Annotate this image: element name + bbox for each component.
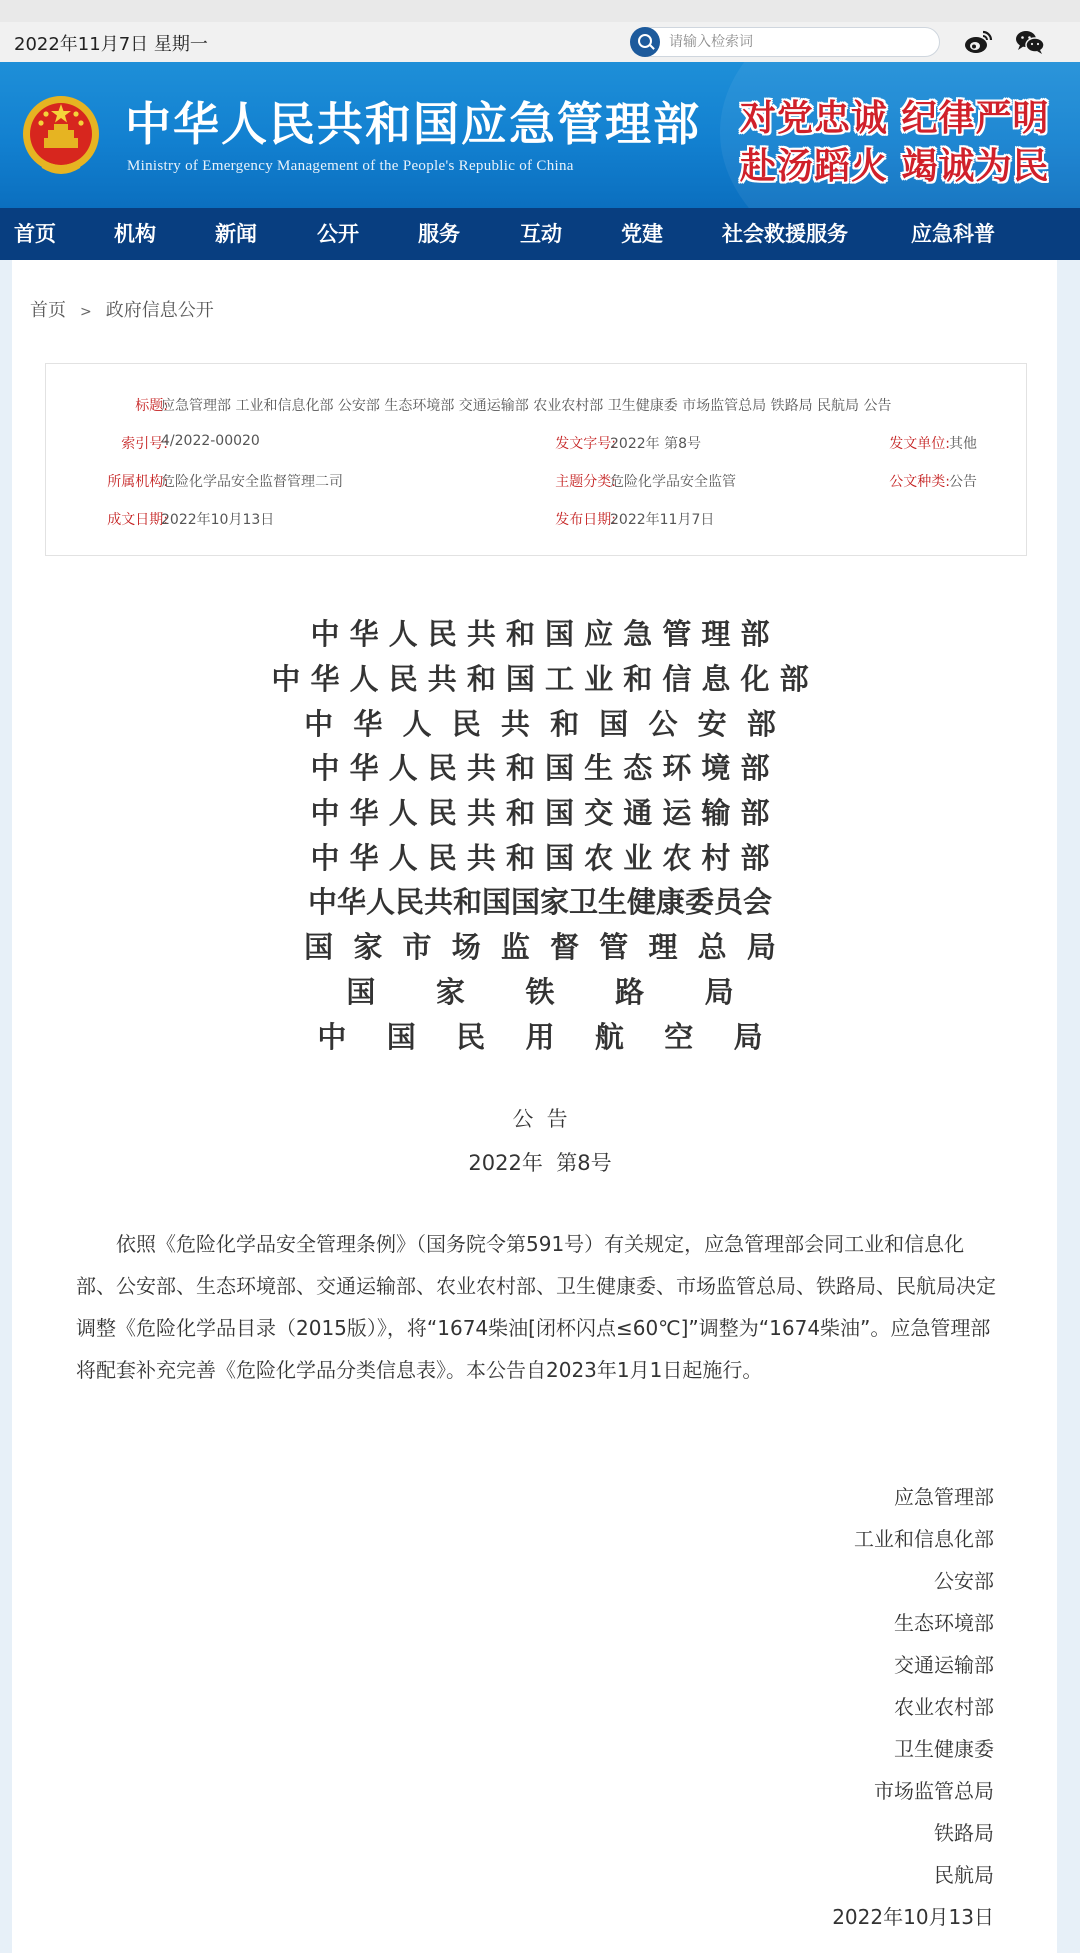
current-date: 2022年11月7日 星期一 (14, 34, 208, 55)
top-bar (0, 0, 1080, 62)
signature-org: 农业农村部 (894, 1695, 994, 1719)
meta-published-label: 发布日期: (555, 512, 616, 528)
weibo-icon[interactable] (963, 29, 993, 55)
nav-item-public[interactable]: 公开 (317, 222, 359, 246)
breadcrumb-home[interactable]: 首页 (30, 300, 66, 321)
meta-index-value: 4/2022-00020 (161, 433, 260, 449)
issuing-org: 中 华 人 民 共 和 国 应 急 管 理 部 (310, 617, 770, 651)
nav-item-services[interactable]: 服务 (418, 222, 460, 246)
issuing-org: 中 华 人 民 共 和 国 公 安 部 (304, 707, 776, 741)
nav-item-home[interactable]: 首页 (14, 222, 56, 246)
main-nav (0, 208, 1080, 260)
meta-docno-label: 发文字号: (555, 436, 616, 452)
search-input[interactable] (669, 32, 929, 52)
issuing-org: 中 华 人 民 共 和 国 交 通 运 输 部 (310, 796, 770, 830)
slogan-line-2: 赴汤蹈火 竭诚为民 (740, 145, 1050, 187)
nav-item-party[interactable]: 党建 (621, 222, 663, 246)
issuing-org: 中 华 人 民 共 和 国 农 业 农 村 部 (310, 841, 770, 875)
meta-type-label: 公文种类: (889, 474, 950, 490)
meta-topic-value: 危险化学品安全监管 (610, 474, 736, 490)
national-emblem-icon[interactable] (20, 90, 102, 182)
signature-org: 民航局 (934, 1863, 994, 1887)
signature-org: 应急管理部 (894, 1485, 994, 1509)
meta-issuer-value: 其他 (949, 436, 977, 452)
signature-org: 铁路局 (934, 1821, 994, 1845)
signature-date: 2022年10月13日 (832, 1905, 994, 1929)
meta-index-label: 索引号: (121, 436, 168, 452)
nav-item-rescue-services[interactable]: 社会救援服务 (722, 222, 848, 246)
meta-type-value: 公告 (949, 474, 977, 490)
signature-org: 市场监管总局 (874, 1779, 994, 1803)
announcement-heading: 公 告 (512, 1107, 568, 1131)
breadcrumb-current[interactable]: 政府信息公开 (105, 300, 214, 321)
meta-agency-value: 危险化学品安全监督管理二司 (161, 474, 343, 490)
signature-org: 公安部 (934, 1569, 994, 1593)
issuing-org: 中 华 人 民 共 和 国 生 态 环 境 部 (310, 751, 770, 785)
nav-item-news[interactable]: 新闻 (215, 222, 257, 246)
meta-agency-label: 所属机构: (107, 474, 168, 490)
signature-org: 交通运输部 (894, 1653, 994, 1677)
issuing-org: 国 家 市 场 监 督 管 理 总 局 (304, 930, 776, 964)
meta-title-label: 标题: (135, 398, 168, 414)
issuing-org: 中 华 人 民 共 和 国 工 业 和 信 息 化 部 (271, 662, 809, 696)
slogan-line-1: 对党忠诚 纪律严明 (740, 97, 1050, 139)
signature-org: 工业和信息化部 (854, 1527, 994, 1551)
meta-written-value: 2022年10月13日 (161, 512, 275, 528)
announcement-number: 2022年 第8号 (468, 1151, 612, 1175)
issuing-org: 国 家 铁 路 局 (346, 975, 734, 1009)
issuing-org: 中华人民共和国国家卫生健康委员会 (307, 885, 772, 919)
site-header (0, 62, 1080, 208)
signature-org: 生态环境部 (894, 1611, 994, 1635)
issuing-org: 中 国 民 用 航 空 局 (317, 1020, 763, 1054)
wechat-icon[interactable] (1015, 29, 1045, 55)
nav-item-science[interactable]: 应急科普 (911, 222, 995, 246)
meta-published-value: 2022年11月7日 (610, 512, 715, 528)
meta-title-value: 应急管理部 工业和信息化部 公安部 生态环境部 交通运输部 农业农村部 卫生健康委 市场监管总局 铁路局 民航局 公告 (161, 398, 892, 414)
announcement-body: 依照《危险化学品安全管理条例》（国务院令第591号）有关规定，应急管理部会同工业和信息化部、公安部、生态环境部、交通运输部、农业农村部、卫生健康委、市场监管总局、铁路局、民航局决定调整《危险化学品目录（2015版）》，将“1674柴油[闭杯闪点≤60℃]”调整为“1674柴油”。应急管理部将配套补充完善《危险化学品分类信息表》。本公告自2023年1月1日起施行。 (76, 1232, 996, 1382)
breadcrumb (30, 296, 214, 322)
document-meta-box (45, 363, 1027, 556)
meta-issuer-label: 发文单位: (889, 436, 950, 452)
search-box[interactable] (630, 27, 940, 57)
meta-topic-label: 主题分类: (555, 474, 616, 490)
meta-written-label: 成文日期: (107, 512, 168, 528)
breadcrumb-separator: > (80, 304, 92, 320)
nav-item-interaction[interactable]: 互动 (520, 222, 562, 246)
search-icon[interactable] (630, 27, 660, 57)
site-subtitle: Ministry of Emergency Management of the People's Republic of China (127, 158, 574, 174)
site-title: 中华人民共和国应急管理部 (125, 97, 701, 151)
nav-item-organization[interactable]: 机构 (114, 222, 156, 246)
signature-org: 卫生健康委 (894, 1737, 994, 1761)
meta-docno-value: 2022年 第8号 (610, 436, 701, 452)
